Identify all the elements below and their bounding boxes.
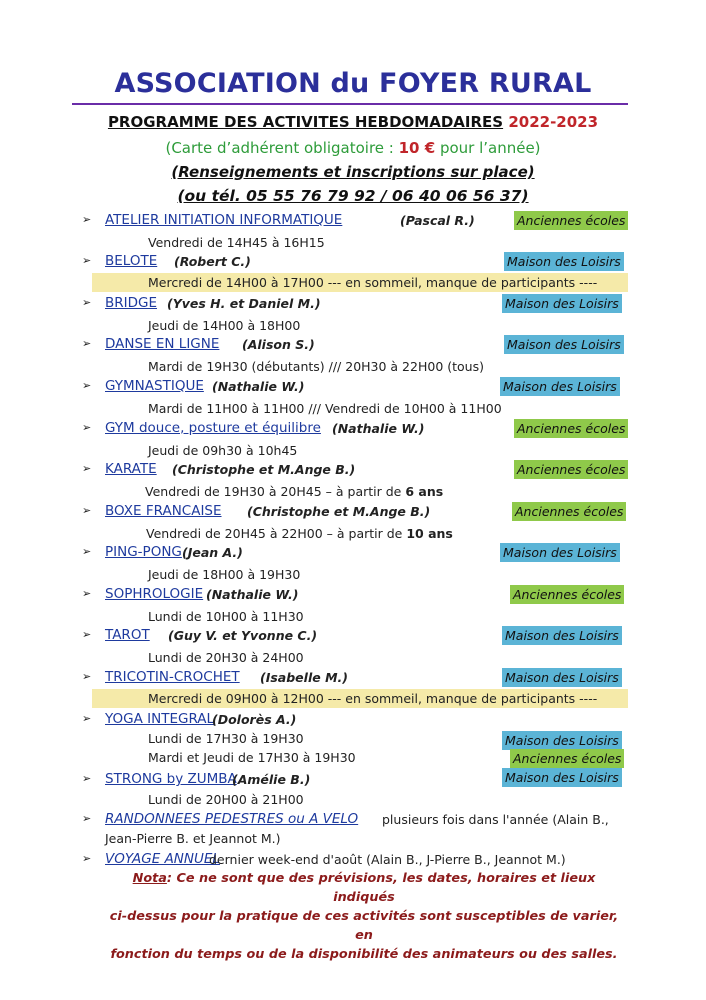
activity-leader: (Nathalie W.) (332, 421, 425, 436)
activity-leader: (Dolorès A.) (212, 712, 297, 727)
schedule-text: Vendredi de 20H45 à 22H00 – à partir de (146, 526, 407, 541)
location-badge: Maison des Loisirs (502, 668, 622, 687)
activity-name[interactable]: TRICOTIN-CROCHET (105, 669, 240, 685)
activity-schedule: Lundi de 20H30 à 24H00 (148, 650, 304, 665)
location-badge: Maison des Loisirs (500, 543, 620, 562)
arrow-bullet-icon: ➢ (82, 545, 92, 558)
title-underline (72, 103, 628, 105)
phone-line: (ou tél. 05 55 76 79 92 / 06 40 06 56 37) (177, 187, 529, 205)
schedule-text: Vendredi de 19H30 à 20H45 – à partir de (145, 484, 406, 499)
location-badge: Maison des Loisirs (504, 252, 624, 271)
location-badge: Maison des Loisirs (504, 335, 624, 354)
info-line: (Renseignements et inscriptions sur place) (171, 163, 535, 181)
activity-leader: (Robert C.) (174, 254, 251, 269)
arrow-bullet-icon: ➢ (82, 670, 92, 683)
activity-description: dernier week-end d'août (Alain B., J-Pierre B., Jeannot M.) (209, 852, 566, 867)
activity-schedule: Lundi de 10H00 à 11H30 (148, 609, 304, 624)
activity-name[interactable]: BELOTE (105, 253, 158, 269)
location-badge: Anciennes écoles (510, 585, 624, 604)
activity-leader: (Christophe et M.Ange B.) (247, 504, 431, 519)
programme-subtitle (0, 113, 706, 131)
activity-schedule: Jeudi de 14H00 à 18H00 (148, 318, 301, 333)
nota-label: Nota (132, 871, 167, 886)
activity-schedule: Jeudi de 18H00 à 19H30 (148, 567, 301, 582)
season-year: 2022-2023 (508, 113, 599, 131)
activity-leader: (Christophe et M.Ange B.) (172, 462, 356, 477)
activity-name[interactable]: RANDONNEES PEDESTRES ou A VELO (105, 811, 359, 827)
activity-name[interactable]: KARATE (105, 461, 157, 477)
nota-note (104, 869, 624, 964)
arrow-bullet-icon: ➢ (82, 337, 92, 350)
arrow-bullet-icon: ➢ (82, 712, 92, 725)
activity-leader: (Amélie B.) (232, 772, 311, 787)
activity-name[interactable]: SOPHROLOGIE (105, 586, 204, 602)
activity-schedule-inactive: Mercredi de 14H00 à 17H00 --- en sommeil, manque de participants ---- (92, 273, 628, 292)
location-badge: Anciennes écoles (510, 749, 624, 768)
activity-description: plusieurs fois dans l'année (Alain B., (382, 812, 609, 827)
subtitle-text: PROGRAMME DES ACTIVITES HEBDOMADAIRES (107, 113, 504, 131)
arrow-bullet-icon: ➢ (82, 462, 92, 475)
activity-name[interactable]: YOGA INTEGRAL (105, 711, 215, 727)
location-badge: Maison des Loisirs (502, 294, 622, 313)
activity-schedule: Jeudi de 09h30 à 10h45 (148, 443, 298, 458)
arrow-bullet-icon: ➢ (82, 296, 92, 309)
activity-name[interactable]: DANSE EN LIGNE (105, 336, 220, 352)
membership-card-notice (0, 139, 706, 157)
location-badge: Maison des Loisirs (500, 377, 620, 396)
activity-leader: (Jean A.) (182, 545, 243, 560)
activity-leader: (Nathalie W.) (212, 379, 305, 394)
activity-name[interactable]: ATELIER INITIATION INFORMATIQUE (105, 212, 343, 228)
activity-leader: (Pascal R.) (400, 213, 475, 228)
activity-name[interactable]: PING-PONG (105, 544, 182, 560)
arrow-bullet-icon: ➢ (82, 254, 92, 267)
activity-schedule (145, 484, 443, 499)
nota-line-3: fonction du temps ou de la disponibilité des animateurs ou des salles. (110, 947, 618, 962)
activity-voyage (82, 851, 682, 871)
activity-schedule (146, 526, 453, 541)
arrow-bullet-icon: ➢ (82, 504, 92, 517)
activity-yoga (82, 711, 642, 731)
arrow-bullet-icon: ➢ (82, 812, 92, 825)
location-badge: Anciennes écoles (512, 502, 626, 521)
location-badge: Maison des Loisirs (502, 731, 622, 750)
arrow-bullet-icon: ➢ (82, 852, 92, 865)
nota-line-2: ci-dessus pour la pratique de ces activités sont susceptibles de varier, en (109, 909, 619, 943)
activity-schedule: Vendredi de 14H45 à 16H15 (148, 235, 325, 250)
activity-name[interactable]: STRONG by ZUMBA (105, 771, 237, 787)
arrow-bullet-icon: ➢ (82, 628, 92, 641)
card-price: 10 € (398, 139, 436, 157)
activity-schedule: Mardi de 19H30 (débutants) /// 20H30 à 22H00 (tous) (148, 359, 484, 374)
activity-leader: (Guy V. et Yvonne C.) (168, 628, 318, 643)
activity-schedule: Lundi de 17H30 à 19H30 (148, 731, 304, 746)
activity-name[interactable]: VOYAGE ANNUEL (105, 851, 220, 867)
activity-schedule-inactive: Mercredi de 09H00 à 12H00 --- en sommeil, manque de participants ---- (92, 689, 628, 708)
activity-description-cont: Jean-Pierre B. et Jeannot M.) (105, 831, 281, 846)
location-badge: Maison des Loisirs (502, 626, 622, 645)
activity-name[interactable]: BRIDGE (105, 295, 158, 311)
arrow-bullet-icon: ➢ (82, 772, 92, 785)
location-badge: Maison des Loisirs (502, 768, 622, 787)
activity-name[interactable]: GYMNASTIQUE (105, 378, 204, 394)
activity-schedule: Mardi et Jeudi de 17H30 à 19H30 (148, 750, 356, 765)
arrow-bullet-icon: ➢ (82, 587, 92, 600)
arrow-bullet-icon: ➢ (82, 421, 92, 434)
activity-randonnees (82, 811, 682, 831)
page-title: ASSOCIATION du FOYER RURAL (114, 68, 592, 99)
activity-leader: (Isabelle M.) (260, 670, 348, 685)
age-limit: 6 ans (405, 484, 444, 499)
location-badge: Anciennes écoles (514, 419, 628, 438)
activity-leader: (Yves H. et Daniel M.) (167, 296, 321, 311)
age-limit: 10 ans (406, 526, 453, 541)
nota-line-1 (104, 869, 624, 907)
activity-name[interactable]: GYM douce, posture et équilibre (105, 420, 321, 436)
activity-schedule: Lundi de 20H00 à 21H00 (148, 792, 304, 807)
activity-name[interactable]: TAROT (105, 627, 150, 643)
activity-leader: (Nathalie W.) (206, 587, 299, 602)
activity-leader: (Alison S.) (242, 337, 315, 352)
arrow-bullet-icon: ➢ (82, 379, 92, 392)
arrow-bullet-icon: ➢ (82, 213, 92, 226)
card-prefix: (Carte d’adhérent obligatoire : (165, 139, 399, 157)
activity-schedule: Mardi de 11H00 à 11H00 /// Vendredi de 10H00 à 11H00 (148, 401, 502, 416)
location-badge: Anciennes écoles (514, 211, 628, 230)
activity-name[interactable]: BOXE FRANCAISE (105, 503, 222, 519)
card-suffix: pour l’année) (435, 139, 541, 157)
location-badge: Anciennes écoles (514, 460, 628, 479)
nota-text: : Ce ne sont que des prévisions, les dates, horaires et lieux indiqués (166, 871, 596, 905)
